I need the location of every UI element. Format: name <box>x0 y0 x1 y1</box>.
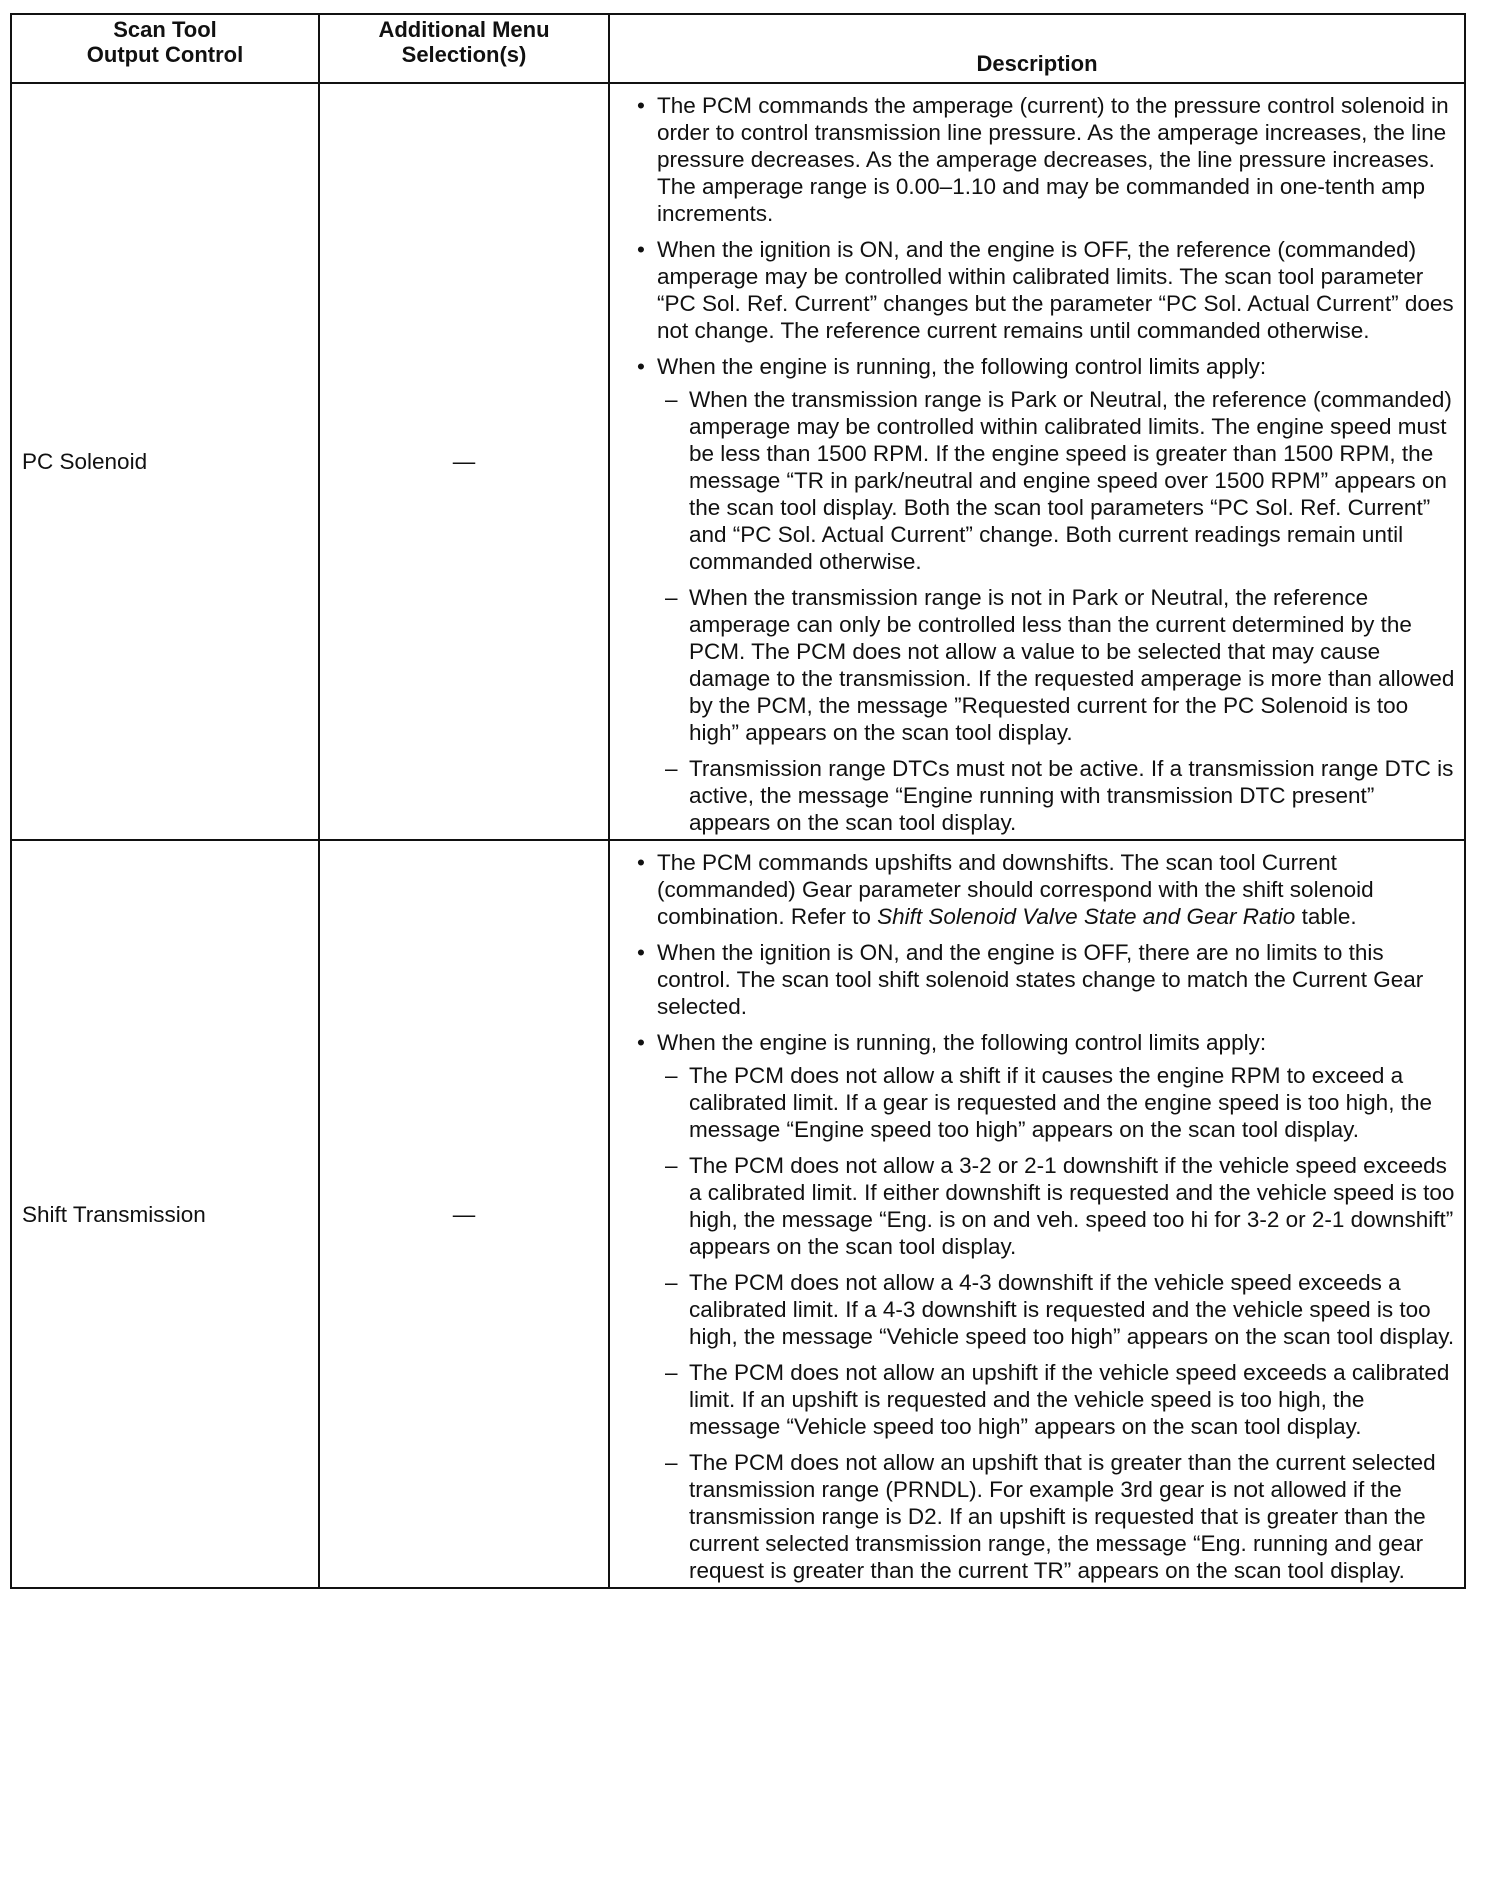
bullet-item <box>610 849 1456 930</box>
output-control-cell: PC Solenoid <box>11 83 319 840</box>
header-line: Output Control <box>86 42 244 67</box>
dash-icon: – <box>665 1360 678 1385</box>
sub-item-text: When the transmission range is not in Park or Neutral, the reference amperage can only be controlled less than the current determined by the PCM. The PCM does not allow a value to be selected that may cause damage to the transmission. If the requested amperage is more than allowed by the PCM, the message ”Requested current for the PC Solenoid is too high” appears on the scan tool display. <box>689 585 1455 745</box>
table-row <box>11 83 1465 840</box>
bullet-item <box>610 236 1456 344</box>
sub-list <box>657 386 1456 836</box>
bullet-icon: • <box>637 940 645 965</box>
bullet-text: When the engine is running, the following control limits apply: <box>657 354 1267 379</box>
sub-item <box>657 1359 1456 1440</box>
sub-item-text: The PCM does not allow a 4-3 downshift if the vehicle speed exceeds a calibrated limit. If a 4-3 downshift is requested and the vehicle speed is too high, the message “Vehicle speed too high” appears on the scan tool display. <box>689 1270 1455 1349</box>
sub-item <box>657 1449 1456 1584</box>
sub-item-text: When the transmission range is Park or Neutral, the reference (commanded) amperage may be controlled within calibrated limits. The engine speed must be less than 1500 RPM. If the engine speed is greater than 1500 RPM, the message “TR in park/neutral and engine speed over 1500 RPM” appears on the scan tool display. Both the scan tool parameters “PC Sol. Ref. Current” and “PC Sol. Actual Current” change. Both current readings remain until commanded otherwise. <box>689 387 1452 574</box>
sub-item-text: The PCM does not allow an upshift that is greater than the current selected transmission range (PRNDL). For example 3rd gear is not allowed if the transmission range is D2. If an upshift is requested that is greater than the current selected transmission range, the message “Eng. running and gear request is greater than the current TR” appears on the scan tool display. <box>689 1450 1436 1583</box>
table-body <box>11 83 1465 1588</box>
bullet-item <box>610 939 1456 1020</box>
output-control-cell: Shift Transmission <box>11 840 319 1588</box>
bullet-icon: • <box>637 93 645 118</box>
table-reference-link-text: Shift Solenoid Valve State and Gear Ratio <box>877 904 1296 929</box>
bullet-icon: • <box>637 354 645 379</box>
sub-item-text: The PCM does not allow a 3-2 or 2-1 downshift if the vehicle speed exceeds a calibrated limit. If either downshift is requested and the vehicle speed is too high, the message “Eng. is on and veh. speed too hi for 3-2 or 2-1 downshift” appears on the scan tool display. <box>689 1153 1455 1259</box>
bullet-text-start: The PCM commands upshifts and downshifts. The scan tool Current (commanded) Gear parameter should correspond with the shift solenoid combination. Refer to <box>657 850 1374 929</box>
header-scan-tool-output-control <box>11 14 319 83</box>
menu-selection-cell: — <box>319 83 609 840</box>
sub-item-text: Transmission range DTCs must not be active. If a transmission range DTC is active, the message “Engine running with transmission DTC present” appears on the scan tool display. <box>689 756 1454 835</box>
bullet-list <box>610 92 1456 836</box>
bullet-text-end: table. <box>1295 904 1357 929</box>
sub-item <box>657 1062 1456 1143</box>
output-control-table <box>10 13 1466 1589</box>
sub-item <box>657 584 1456 746</box>
bullet-icon: • <box>637 237 645 262</box>
table-header <box>11 14 1465 83</box>
bullet-item <box>610 353 1456 836</box>
bullet-icon: • <box>637 850 645 875</box>
sub-item <box>657 1152 1456 1260</box>
sub-item <box>657 1269 1456 1350</box>
description-cell <box>609 83 1465 840</box>
description-cell <box>609 840 1465 1588</box>
dash-icon: – <box>665 1153 678 1178</box>
sub-item <box>657 755 1456 836</box>
bullet-icon: • <box>637 1030 645 1055</box>
dash-icon: – <box>665 1270 678 1295</box>
bullet-text: When the engine is running, the following control limits apply: <box>657 1030 1267 1055</box>
header-description: Description <box>609 14 1465 83</box>
sub-list <box>657 1062 1456 1584</box>
sub-item-text: The PCM does not allow an upshift if the vehicle speed exceeds a calibrated limit. If an upshift is requested and the vehicle speed is too high, the message “Vehicle speed too high” appears on the scan tool display. <box>689 1360 1450 1439</box>
bullet-text: When the ignition is ON, and the engine is OFF, there are no limits to this control. The scan tool shift solenoid states change to match the Current Gear selected. <box>657 940 1424 1019</box>
header-line: Scan Tool <box>113 17 217 42</box>
dash-icon: – <box>665 1450 678 1475</box>
sub-item-text: The PCM does not allow a shift if it causes the engine RPM to exceed a calibrated limit. If a gear is requested and the engine speed is too high, the message “Engine speed too high” appears on the scan tool display. <box>689 1063 1432 1142</box>
sub-item <box>657 386 1456 575</box>
bullet-text: The PCM commands the amperage (current) to the pressure control solenoid in order to control transmission line pressure. As the amperage increases, the line pressure decreases. As the amperage decreases, the line pressure increases. The amperage range is 0.00–1.10 and may be commanded in one-tenth amp increments. <box>657 93 1449 226</box>
menu-selection-cell: — <box>319 840 609 1588</box>
bullet-item <box>610 1029 1456 1584</box>
header-additional-menu-selections <box>319 14 609 83</box>
bullet-list <box>610 849 1456 1584</box>
header-line: Additional Menu <box>378 17 550 42</box>
dash-icon: – <box>665 1063 678 1088</box>
bullet-item <box>610 92 1456 227</box>
table-row <box>11 840 1465 1588</box>
dash-icon: – <box>665 585 678 610</box>
header-row <box>11 14 1465 83</box>
dash-icon: – <box>665 387 678 412</box>
bullet-text: When the ignition is ON, and the engine is OFF, the reference (commanded) amperage may be controlled within calibrated limits. The scan tool parameter “PC Sol. Ref. Current” changes but the parameter “PC Sol. Actual Current” does not change. The reference current remains until commanded otherwise. <box>657 237 1454 343</box>
dash-icon: – <box>665 756 678 781</box>
header-line: Selection(s) <box>401 42 527 67</box>
bullet-text <box>657 850 1374 929</box>
